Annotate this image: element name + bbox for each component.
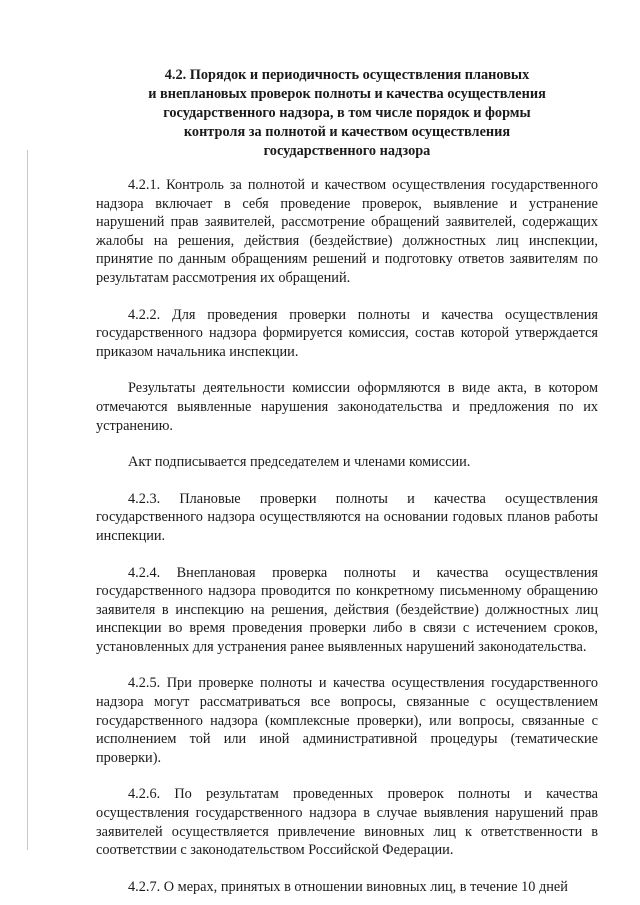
paragraph-4-2-3: 4.2.3. Плановые проверки полноты и качества осуществления государственного надзора осуществляются на основании годовых планов работы инспекции. — [96, 490, 598, 544]
paragraph-4-2-7: 4.2.7. О мерах, принятых в отношении виновных лиц, в течение 10 дней — [128, 878, 568, 895]
paragraph-4-2-4: 4.2.4. Внеплановая проверка полноты и качества осуществления государственного надзора проводится по конкретному письменному обращению заявителя в инспекцию на решения, действия (бездействие) должностных лиц инспекции во время проведения проверки либо в связи с истечением сроков, установленных для устранения ранее выявленных нарушений законодательства. — [96, 564, 598, 655]
section-heading — [96, 66, 598, 161]
paragraph-act-signing: Акт подписывается председателем и членами комиссии. — [128, 454, 471, 471]
paragraph-4-2-5: 4.2.5. При проверке полноты и качества осуществления государственного надзора могут рассматриваться все вопросы, связанные с осуществлением государственного надзора (комплексные проверки), или вопросы, связанные с исполнением той или иной административной процедуры (тематические проверки). — [96, 675, 598, 766]
paragraph-4-2-6: 4.2.6. По результатам проведенных проверок полноты и качества осуществления государственного надзора в случае выявления нарушений прав заявителей осуществляется привлечение виновных лиц к ответственности в соответствии с законодательством Российской Федерации. — [96, 786, 598, 859]
paragraph-4-2-2: 4.2.2. Для проведения проверки полноты и качества осуществления государственного надзора формируется комиссия, состав которой утверждается приказом начальника инспекции. — [96, 306, 598, 360]
paragraph-4-2-1: 4.2.1. Контроль за полнотой и качеством осуществления государственного надзора включает в себя проведение проверок, выявление и устранение нарушений прав заявителей, рассмотрение обращений заявителей, содержащих жалобы на решения, действия (бездействие) должностных лиц инспекции, принятие по данным обращениям решений и подготовку ответов заявителям по результатам рассмотрения их обращений. — [96, 177, 598, 286]
heading-line: и внеплановых проверок полноты и качества осуществления — [148, 86, 546, 102]
document-content — [96, 66, 598, 896]
paragraph-commission-results: Результаты деятельности комиссии оформляются в виде акта, в котором отмечаются выявленные нарушения законодательства и предложения по их устранению. — [96, 380, 598, 434]
scan-margin-line — [27, 150, 28, 850]
heading-line: государственного надзора — [263, 143, 431, 159]
heading-line: контроля за полнотой и качеством осуществления — [183, 124, 511, 140]
heading-line: 4.2. Порядок и периодичность осуществления плановых — [164, 67, 530, 83]
heading-line: государственного надзора, в том числе порядок и формы — [163, 105, 531, 121]
